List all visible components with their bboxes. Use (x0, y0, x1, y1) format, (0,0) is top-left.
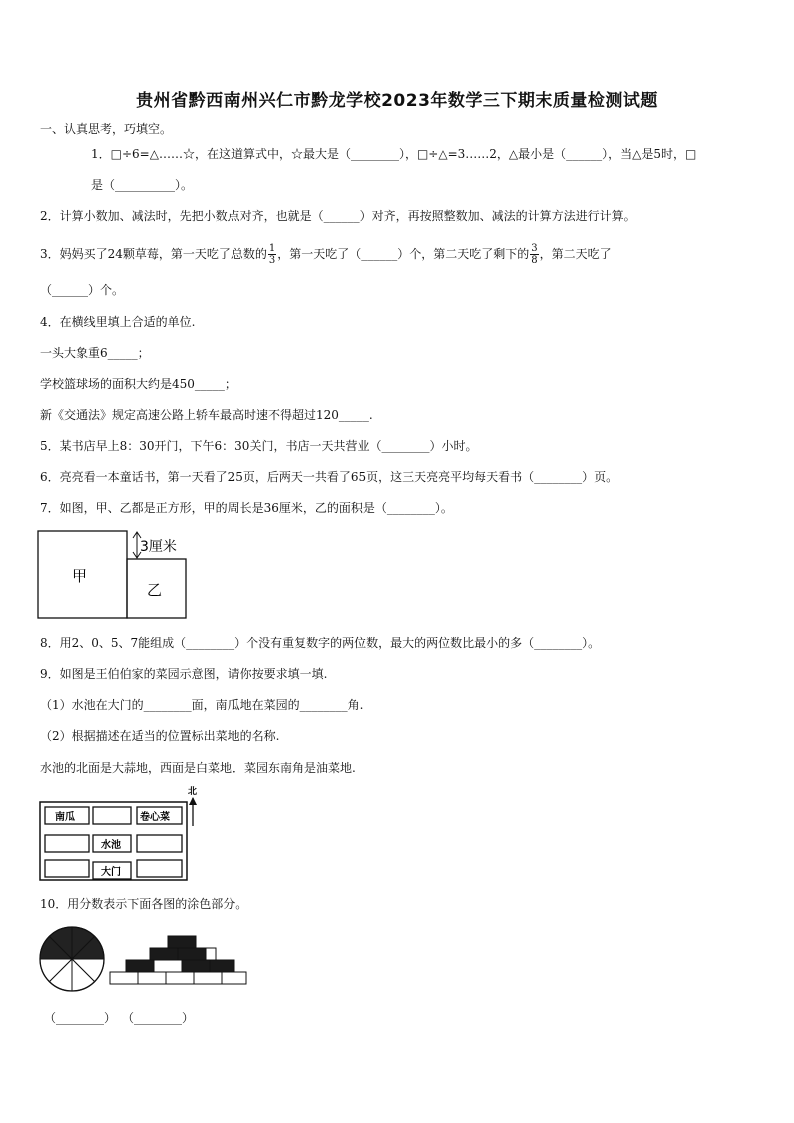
question-2: 2．计算小数加、减法时，先把小数点对齐，也就是（______）对齐，再按照整数加、减法的计算方法进行计算。 (40, 209, 636, 223)
question-3-line-1 (40, 243, 612, 266)
plot-east (137, 835, 182, 852)
label-damen: 大门 (101, 867, 121, 878)
squares-figure (36, 528, 196, 622)
question-4: 4．在横线里填上合适的单位. (40, 315, 196, 329)
fraction-three-eighths (530, 243, 538, 266)
question-9-description: 水池的北面是大蒜地，西面是白菜地．菜园东南角是油菜地. (40, 761, 356, 775)
question-1-line-2: 是（__________）。 (91, 178, 194, 192)
question-7: 7．如图，甲、乙都是正方形，甲的周长是36厘米，乙的面积是（________）。 (40, 501, 453, 515)
question-4-item-b: 学校篮球场的面积大约是450_____； (40, 377, 237, 391)
label-3cm: 3厘米 (140, 539, 177, 555)
question-3-line-2: （______）个。 (40, 283, 125, 297)
question-9: 9．如图是王伯伯家的菜园示意图，请你按要求填一填. (40, 667, 328, 681)
section-heading: 一、认真思考，巧填空。 (40, 122, 173, 136)
question-6: 6．亮亮看一本童话书，第一天看了25页，后两天一共看了65页，这三天亮亮平均每天看书（________）页。 (40, 470, 619, 484)
answer-blank-pie: （________） (44, 1011, 117, 1025)
label-nangua: 南瓜 (55, 812, 75, 823)
question-3-text-c: ，第二天吃了 (539, 247, 612, 261)
question-9-part-1: （1）水池在大门的________面，南瓜地在菜园的________角. (40, 698, 364, 712)
plot-west (45, 835, 89, 852)
question-4-item-a: 一头大象重6_____； (40, 346, 150, 360)
fraction-denominator: 8 (531, 255, 538, 266)
page-title: 贵州省黔西南州兴仁市黔龙学校2023年数学三下期末质量检测试题 (136, 91, 658, 111)
question-5: 5．某书店早上8：30开门，下午6：30关门，书店一天共营业（________）小时。 (40, 439, 478, 453)
question-3-text-b: ，第一天吃了（______）个，第二天吃了剩下的 (277, 247, 530, 261)
label-juanxincai: 卷心菜 (140, 812, 170, 823)
question-8: 8．用2、0、5、7能组成（________）个没有重复数字的两位数，最大的两位数比最小的多（________）。 (40, 636, 601, 650)
answer-blank-bricks: （________） (122, 1011, 195, 1025)
question-1-line-1: 1．□÷6=△……☆，在这道算式中，☆最大是（________），□÷△=3……2，△最小是（______），当△是5时，□ (91, 147, 697, 161)
plot-top-middle (93, 807, 131, 824)
fraction-denominator: 3 (268, 255, 276, 266)
label-jia: 甲 (72, 567, 88, 585)
plot-southeast (137, 860, 182, 877)
label-yi: 乙 (147, 581, 163, 599)
fraction-one-third (268, 243, 276, 266)
question-10: 10．用分数表示下面各图的涂色部分。 (40, 897, 248, 911)
garden-map (38, 784, 208, 884)
label-north: 北 (188, 787, 198, 797)
brick-figure (108, 930, 250, 990)
plot-southwest (45, 860, 89, 877)
fraction-numerator: 1 (268, 243, 276, 254)
fraction-numerator: 3 (531, 243, 538, 254)
label-shuichi: 水池 (101, 840, 121, 851)
north-arrow-icon (189, 797, 197, 805)
question-4-item-c: 新《交通法》规定高速公路上轿车最高时速不得超过120_____. (40, 408, 373, 422)
question-9-part-2: （2）根据描述在适当的位置标出菜地的名称. (40, 729, 280, 743)
pie-figure (38, 925, 110, 995)
question-3-text-a: 3．妈妈买了24颗草莓，第一天吃了总数的 (40, 247, 267, 261)
